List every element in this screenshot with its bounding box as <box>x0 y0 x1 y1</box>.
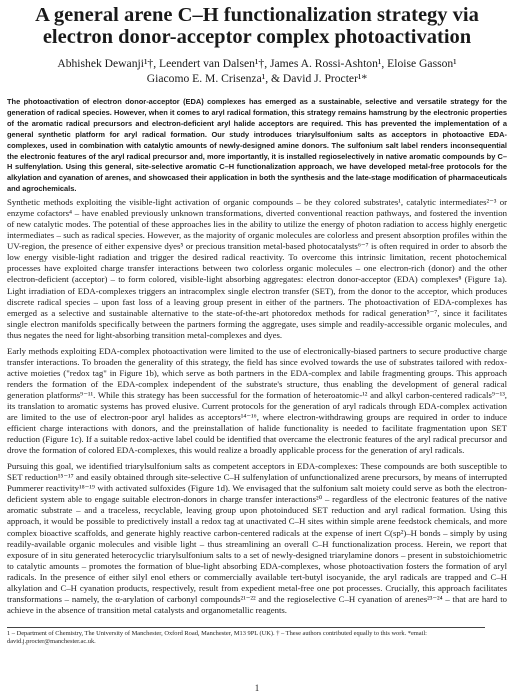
affiliation-footnote <box>7 630 507 647</box>
body-paragraph-1: Synthetic methods exploiting the visible-light activation of organic compounds – be they colored substrates¹, catalytic intermediates²⁻³ or enzyme cofactors⁴ – have enabled previously unknown transformations, diverted conventional reaction pathways, and fostered the invention of new catalytic modes. The potential of these approaches lies in the ability to utilize the energy of photon radiation to access highly energetic intermediates – such as radical species. However, as the majority of organic molecules are colorless and present absorption profiles within the UV-region, the presence of either expensive dyes⁵ or precious transition metal-based photocatalysts⁶⁻⁷ is often required in order to absorb the low energy visible-light radiation and trigger the desired radical reactivity. To overcome this intrinsic limitation, recent photochemical processes have exploited charge transfer interactions between two colorless organic molecules – one electron-rich (donor) and the other electron-deficient (acceptor) – to form colored, visible-light absorbing aggregates: electron donor-acceptor (EDA) complexes⁸ (Figure 1a). Light irradiation of EDA-complexes triggers an intracomplex single electron transfer (SET), from the donor to the acceptor, which produces discrete radical species – upon fast loss of a leaving group present in either of the partners. The photoactivation of EDA-complexes has emerged as a selective and sustainable alternative to the state-of-the-art photoredox methods for radical generation⁵⁻⁷, since it facilitates single electron manifolds specifically between the partners forming the aggregate, uses simple and readily-accessible organic molecules, and thus negates the need for light-absorbing transition metal-complexes and dyes. <box>7 197 507 340</box>
footnote-line-2: david.j.procter@manchester.ac.uk. <box>7 638 96 646</box>
body-paragraph-3: Pursuing this goal, we identified triarylsulfonium salts as competent acceptors in EDA-complexes: These compounds are both susceptible to SET reduction¹⁵⁻¹⁷ and easily obtained through site-selective C–H sulfenylation of unfunctionalized arene precursors, by means of interrupted Pummerer reactivity¹⁸⁻¹⁹ with activated sulfoxides (Figure 1d). We envisaged that the sulfonium salt moiety could serve as both the electron-deficient system able to engage suitable electron-donors in charge transfer interactions²⁰ – regardless of the electronic features of the native aromatic substrate – and a traceless, recyclable, leaving group upon photoinduced SET reduction and aryl radical formation. Using this approach, it would be possible to predictively install a redox tag at unactivated C–H sites within simple arene feedstock chemicals, and more complex bioactive scaffolds, and generate highly reactive carbon-centered radicals at the expense of inert C(sp²)–H bonds – simply by using readily-available organic molecules and visible light – thus streamlining an overall C–H functionalization process. Herein, we report that exposure of in situ generated heterocyclic triarylsulfonium salts to a set of newly-designed triarylamine donors – present in substoichiometric to catalytic amounts – promotes the formation of blue-light absorbing EDA-complexes, whose photoactivation fosters the formation of aryl radicals. In the presence of either silyl enol ethers or commercially available tert-butyl isocyanide, the aryl radicals are trapped and C–H alkylation and C–H cyanation products, respectively, result from expedient metal-free one pot processes. Crucially, this approach facilitates transformations – namely, the α-arylation of carbonyl compounds²¹⁻²² and the regioselective C–H cyanation of arenes²³⁻²⁴ – that are hard to achieve in the absence of transition metal catalysts and organometallic reagents. <box>7 461 507 615</box>
author-line-2: Giacomo E. M. Crisenza¹, & David J. Procter¹* <box>146 72 368 85</box>
page-number: 1 <box>254 683 260 693</box>
author-list <box>31 56 483 86</box>
footnote-divider <box>7 627 485 628</box>
body-paragraph-2: Early methods exploiting EDA-complex photoactivation were limited to the use of electronically-biased partners to secure productive charge transfer interactions. To broaden the generality of this strategy, the field has since evolved towards the use of substrates tailored with redox-active moieties ("redox tag" in Figure 1b), which serve as both partners in the EDA-complex and labile fragmenting groups. This approach renders the formation of the EDA-complex independent of the substrate's structure, thus enabling the development of general radical generation platforms⁹⁻¹¹. While this strategy has been successful for the formation of heteroatomic-¹² and alkyl carbon-centered radicals⁹⁻¹³, its translation to aromatic systems has proved elusive. Current protocols for the generation of aryl radicals through EDA-complex activation are limited to the use of electron-poor aryl halides as acceptors¹⁴⁻¹⁶, where electron-withdrawing groups are required in order to induce efficient charge interactions with donors, and the preinstallation of halide functionality is needed to facilitate fragmentation upon SET reduction (Figure 1c). If a suitable redox-active label could be identified that overcame the electronic features of the aryl radical precursor and drove the formation of colored EDA-complexes, this would realize a broadly applicable process for the generation of aryl radicals. <box>7 345 507 456</box>
abstract: The photoactivation of electron donor-acceptor (EDA) complexes has emerged as a sustainable, selective and versatile strategy for the generation of radical species. However, when it comes to aryl radical formation, this strategy remains hamstrung by the electronic properties of the aromatic radical precursors and electron-deficient aryl halide acceptors are required. This has prevented the implementation of a general synthetic platform for aryl radical formation. Our study introduces triarylsulfonium salts as acceptors in photoactive EDA-complexes, used in combination with catalytic amounts of newly-designed amine donors. The sulfonium salt label renders inconsequential the electronic features of the aryl radical precursor and, more importantly, it is installed regioselectively in native aromatic compounds by C–H sulfenylation. Using this general, site-selective aromatic C–H functionalization approach, we have developed metal-free protocols for the alkylation and cyanation of arenes, and showcased their application in both the synthesis and the late-stage modification of pharmaceuticals and agrochemicals. <box>7 97 507 194</box>
paper-title: A general arene C–H functionalization strategy via electron donor-acceptor complex photoactivation <box>35 4 479 48</box>
footnote-line-1: 1 – Department of Chemistry, The University of Manchester, Oxford Road, Manchester, M13 9PL (UK). † – These authors contributed equally to this work. *email: <box>7 629 427 637</box>
author-line-1: Abhishek Dewanji¹†, Leendert van Dalsen¹†, James A. Rossi-Ashton¹, Eloise Gasson¹ <box>57 57 457 70</box>
